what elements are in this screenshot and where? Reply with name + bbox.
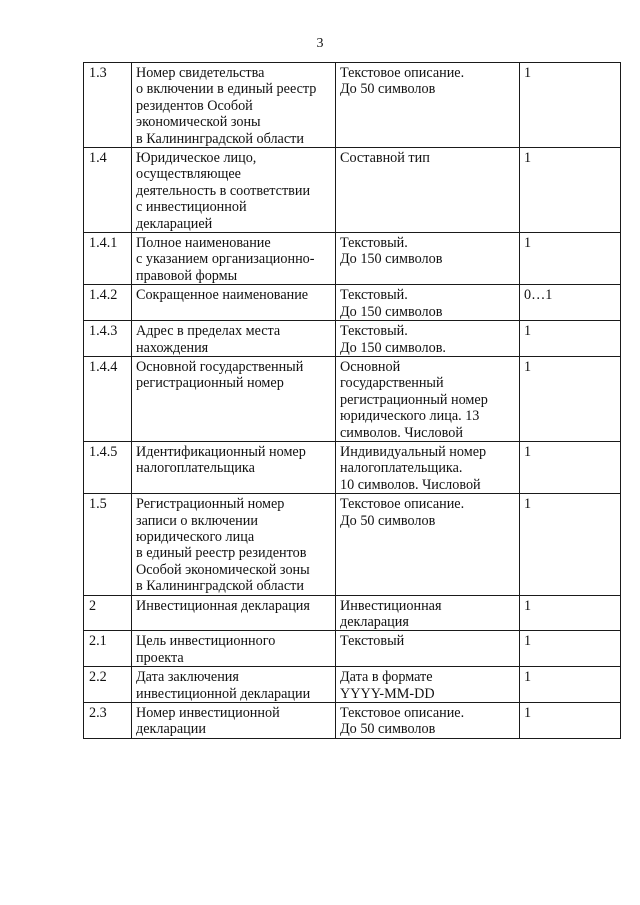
element-name-line: проекта xyxy=(136,649,184,666)
element-type-line: Составной тип xyxy=(340,150,430,167)
element-type-cell xyxy=(336,667,520,703)
element-type-line: Дата в формате xyxy=(340,669,433,686)
table-row xyxy=(84,356,621,441)
table-row xyxy=(84,631,621,667)
multiplicity-cell: 1 xyxy=(520,703,621,739)
element-name-line: Особой экономической зоны xyxy=(136,561,310,578)
table-row xyxy=(84,321,621,357)
element-type-line: Текстовое описание. xyxy=(340,705,465,722)
element-type-line: регистрационный номер xyxy=(340,391,488,408)
multiplicity-cell: 1 xyxy=(520,148,621,233)
element-type-line: До 150 символов. xyxy=(340,339,446,356)
element-type-line: Текстовый. xyxy=(340,323,408,340)
row-number-cell: 2 xyxy=(84,595,132,631)
element-type-line: Текстовое описание. xyxy=(340,65,465,81)
element-type-cell xyxy=(336,233,520,285)
element-type-cell xyxy=(336,494,520,595)
row-number-cell: 1.4.4 xyxy=(84,356,132,441)
element-type-line: До 50 символов xyxy=(340,81,436,98)
row-number-cell: 1.3 xyxy=(84,63,132,148)
element-type-line: Текстовый xyxy=(340,633,405,650)
element-name-line: в Калининградской области xyxy=(136,578,304,595)
table-row xyxy=(84,667,621,703)
element-name-line: в единый реестр резидентов xyxy=(136,545,307,562)
element-type-cell xyxy=(336,321,520,357)
element-type-line: Текстовый. xyxy=(340,235,408,252)
element-type-cell xyxy=(336,631,520,667)
multiplicity-cell: 1 xyxy=(520,631,621,667)
element-name-line: Номер инвестиционной xyxy=(136,705,280,722)
element-name-line: юридического лица xyxy=(136,528,255,545)
multiplicity-cell: 1 xyxy=(520,667,621,703)
element-name-cell xyxy=(132,233,336,285)
element-type-line: Основной xyxy=(340,358,401,375)
table-row xyxy=(84,494,621,595)
element-type-line: Текстовый. xyxy=(340,287,408,304)
element-type-line: До 150 символов xyxy=(340,303,443,320)
table-row xyxy=(84,63,621,148)
data-structure-table xyxy=(83,62,621,739)
element-type-line: декларация xyxy=(340,614,409,630)
multiplicity-cell: 1 xyxy=(520,595,621,631)
element-name-line: экономической зоны xyxy=(136,114,261,131)
element-name-cell xyxy=(132,321,336,357)
element-type-line: Индивидуальный номер xyxy=(340,443,487,460)
element-name-line: осуществляющее xyxy=(136,166,241,183)
element-name-line: правовой формы xyxy=(136,267,238,284)
element-type-line: юридического лица. 13 xyxy=(340,408,480,425)
element-name-line: Основной государственный xyxy=(136,358,304,375)
element-name-line: Номер свидетельства xyxy=(136,65,265,81)
element-name-line: Инвестиционная декларация xyxy=(136,597,310,614)
element-name-line: Юридическое лицо, xyxy=(136,150,257,167)
element-name-line: Цель инвестиционного xyxy=(136,633,276,650)
element-type-cell xyxy=(336,285,520,321)
element-name-cell xyxy=(132,667,336,703)
element-type-cell xyxy=(336,148,520,233)
table-row xyxy=(84,148,621,233)
element-name-line: с указанием организационно- xyxy=(136,251,315,268)
element-name-line: с инвестиционной xyxy=(136,199,247,216)
element-name-line: Сокращенное наименование xyxy=(136,287,309,304)
element-name-line: регистрационный номер xyxy=(136,375,284,392)
element-name-line: Полное наименование xyxy=(136,235,271,252)
table-row xyxy=(84,703,621,739)
multiplicity-cell: 1 xyxy=(520,441,621,493)
row-number-cell: 1.4.3 xyxy=(84,321,132,357)
row-number-cell: 1.4.1 xyxy=(84,233,132,285)
element-name-line: записи о включении xyxy=(136,512,258,529)
row-number-cell: 2.1 xyxy=(84,631,132,667)
row-number-cell: 1.4.2 xyxy=(84,285,132,321)
element-name-line: о включении в единый реестр xyxy=(136,81,317,98)
element-name-cell xyxy=(132,63,336,148)
element-name-cell xyxy=(132,441,336,493)
element-type-cell xyxy=(336,356,520,441)
element-name-cell xyxy=(132,148,336,233)
element-name-line: Дата заключения xyxy=(136,669,239,686)
table-row xyxy=(84,595,621,631)
element-name-line: налогоплательщика xyxy=(136,460,255,477)
row-number-cell: 2.2 xyxy=(84,667,132,703)
element-type-line: 10 символов. Числовой xyxy=(340,476,481,493)
element-name-line: Регистрационный номер xyxy=(136,496,285,513)
row-number-cell: 2.3 xyxy=(84,703,132,739)
element-name-cell xyxy=(132,494,336,595)
element-name-cell xyxy=(132,631,336,667)
element-name-line: деятельность в соответствии xyxy=(136,182,311,199)
table-row xyxy=(84,441,621,493)
element-type-line: YYYY-MM-DD xyxy=(340,685,435,702)
element-name-cell xyxy=(132,595,336,631)
element-name-line: в Калининградской области xyxy=(136,130,304,147)
multiplicity-cell: 1 xyxy=(520,321,621,357)
element-type-line: До 50 символов xyxy=(340,721,436,738)
element-name-line: декларации xyxy=(136,721,206,738)
element-type-line: Инвестиционная xyxy=(340,597,442,614)
table-row xyxy=(84,285,621,321)
table-row xyxy=(84,233,621,285)
element-name-line: Адрес в пределах места xyxy=(136,323,281,340)
element-type-cell xyxy=(336,703,520,739)
element-type-line: До 50 символов xyxy=(340,512,436,529)
row-number-cell: 1.4.5 xyxy=(84,441,132,493)
element-type-cell xyxy=(336,63,520,148)
element-type-line: Текстовое описание. xyxy=(340,496,465,513)
multiplicity-cell: 1 xyxy=(520,233,621,285)
element-name-line: Идентификационный номер xyxy=(136,443,306,460)
element-name-cell xyxy=(132,285,336,321)
row-number-cell: 1.4 xyxy=(84,148,132,233)
row-number-cell: 1.5 xyxy=(84,494,132,595)
element-type-cell xyxy=(336,595,520,631)
element-type-cell xyxy=(336,441,520,493)
table-body xyxy=(84,63,621,739)
multiplicity-cell: 1 xyxy=(520,63,621,148)
element-name-cell xyxy=(132,703,336,739)
element-type-line: символов. Числовой xyxy=(340,424,463,441)
multiplicity-cell: 1 xyxy=(520,356,621,441)
element-name-cell xyxy=(132,356,336,441)
page-number: 3 xyxy=(316,36,324,51)
multiplicity-cell: 1 xyxy=(520,494,621,595)
element-name-line: резидентов Особой xyxy=(136,97,253,114)
element-type-line: До 150 символов xyxy=(340,251,443,268)
multiplicity-cell: 0…1 xyxy=(520,285,621,321)
element-type-line: налогоплательщика. xyxy=(340,460,463,477)
element-name-line: нахождения xyxy=(136,339,209,356)
element-type-line: государственный xyxy=(340,375,444,392)
element-name-line: инвестиционной декларации xyxy=(136,685,311,702)
element-name-line: декларацией xyxy=(136,215,213,232)
